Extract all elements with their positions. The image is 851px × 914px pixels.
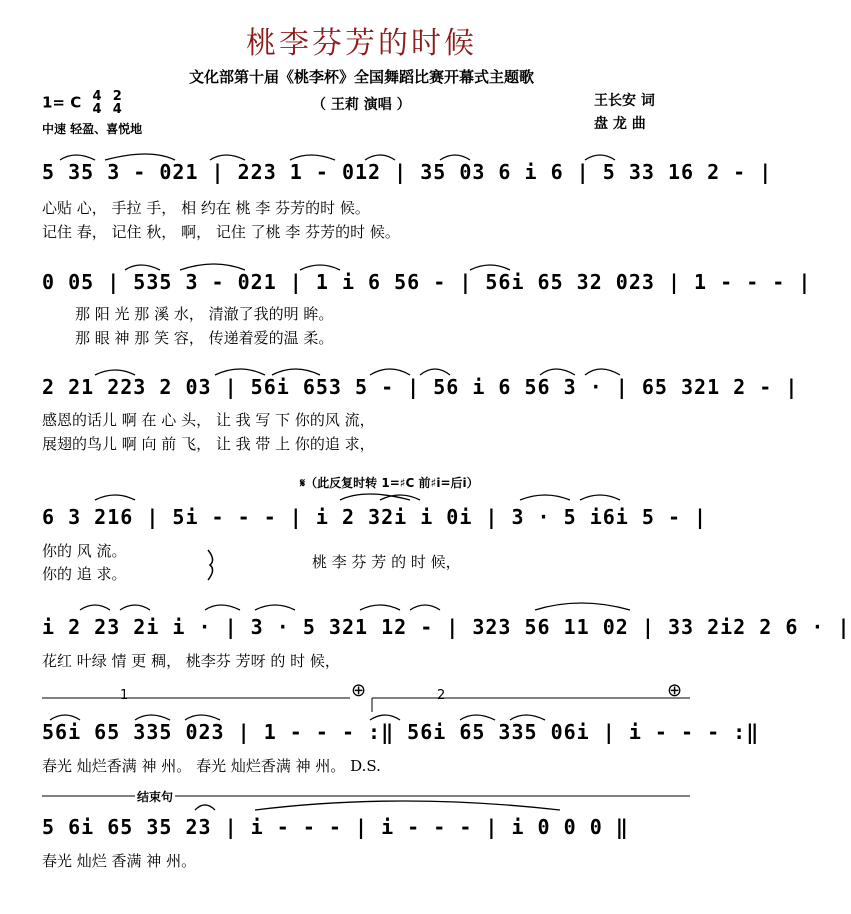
lyric-row-2-verse-2: 那 眼 神 那 笑 容， 传递着爱的温 柔。 bbox=[75, 329, 334, 347]
volta-2-label: 2 bbox=[437, 688, 446, 703]
lyric-row-4-chorus: 桃 李 芬 芳 的 时 候， bbox=[312, 553, 461, 571]
lyric-row-6: 春光 灿烂香满 神 州。 春光 灿烂香满 神 州。 D.S. bbox=[42, 757, 381, 775]
lyricist-credit: 王长安 词 bbox=[594, 93, 655, 109]
singer-credit: （ 王莉 演唱 ） bbox=[312, 97, 411, 113]
notation-row-5: i 2 23 2i i · | 3 · 5 321 12 - | 323 56 11 02 | 33 2i2 2 6 · | bbox=[42, 615, 851, 639]
notation-row-7: 5 6i 65 35 23 | i - - - | i - - - | i 0 0 0 ‖ bbox=[42, 815, 629, 839]
notation-row-1: 5 35 3 - 021 | 223 1 - 012 | 35 03 6 i 6 | 5 33 16 2 - | bbox=[42, 160, 773, 184]
time-sig-bottom: 4 bbox=[112, 102, 122, 117]
lyric-row-1-verse-2: 记住 春， 记住 秋， 啊， 记住 了桃 李 芬芳的时 候。 bbox=[42, 223, 400, 241]
volta-1-label: 1 bbox=[120, 688, 129, 703]
lyric-row-1-verse-1: 心贴 心， 手拉 手， 相 约在 桃 李 芬芳的时 候。 bbox=[42, 199, 370, 217]
song-subtitle: 文化部第十届《桃李杯》全国舞蹈比赛开幕式主题歌 bbox=[188, 68, 534, 86]
lyric-row-3-verse-2: 展翅的鸟儿 啊 向 前 飞， 让 我 带 上 你的追 求， bbox=[42, 435, 375, 453]
lyric-row-2-verse-1: 那 阳 光 那 溪 水， 清澈了我的明 眸。 bbox=[75, 305, 334, 323]
lyric-row-4-verse-2: 你的 追 求。 bbox=[42, 565, 127, 583]
lyric-row-4-verse-1: 你的 风 流。 bbox=[42, 542, 127, 560]
coda-sign-icon: ⊕ bbox=[667, 680, 683, 701]
lyric-row-5: 花红 叶绿 情 更 稠， 桃李芬 芳呀 的 时 候， bbox=[42, 652, 340, 670]
coda-sign-icon: ⊕ bbox=[351, 680, 367, 701]
time-sig-top: 2 bbox=[112, 89, 122, 104]
lyric-row-3-verse-1: 感恩的话儿 啊 在 心 头， 让 我 写 下 你的风 流， bbox=[42, 411, 375, 429]
time-sig-bottom: 4 bbox=[92, 102, 102, 117]
composer-credit: 盘 龙 曲 bbox=[594, 116, 646, 132]
ending-phrase-label: 结束句 bbox=[137, 790, 174, 804]
notation-row-2: 0 05 | 535 3 - 021 | 1 i 6 56 - | 56i 65 32 023 | 1 - - - | bbox=[42, 270, 812, 294]
notation-row-6: 56i 65 335 023 | 1 - - - :‖ 56i 65 335 06i | i - - - :‖ bbox=[42, 720, 760, 744]
segno-instruction: 𝄋（此反复时转 1=♯C 前♯i=后i） bbox=[300, 476, 479, 490]
time-sig-top: 4 bbox=[92, 89, 102, 104]
lyric-row-7: 春光 灿烂 香满 神 州。 bbox=[42, 852, 197, 870]
song-title: 桃李芬芳的时候 bbox=[246, 26, 477, 61]
tempo-marking: 中速 轻盈、喜悦地 bbox=[42, 122, 143, 136]
notation-row-3: 2 21 223 2 03 | 56i 653 5 - | 56 i 6 56 3 · | 65 321 2 - | bbox=[42, 375, 799, 399]
key-label: 1= C bbox=[42, 93, 82, 112]
notation-row-4: 6 3 216 | 5i - - - | i 2 32i i 0i | 3 · 5 i6i 5 - | bbox=[42, 505, 708, 529]
